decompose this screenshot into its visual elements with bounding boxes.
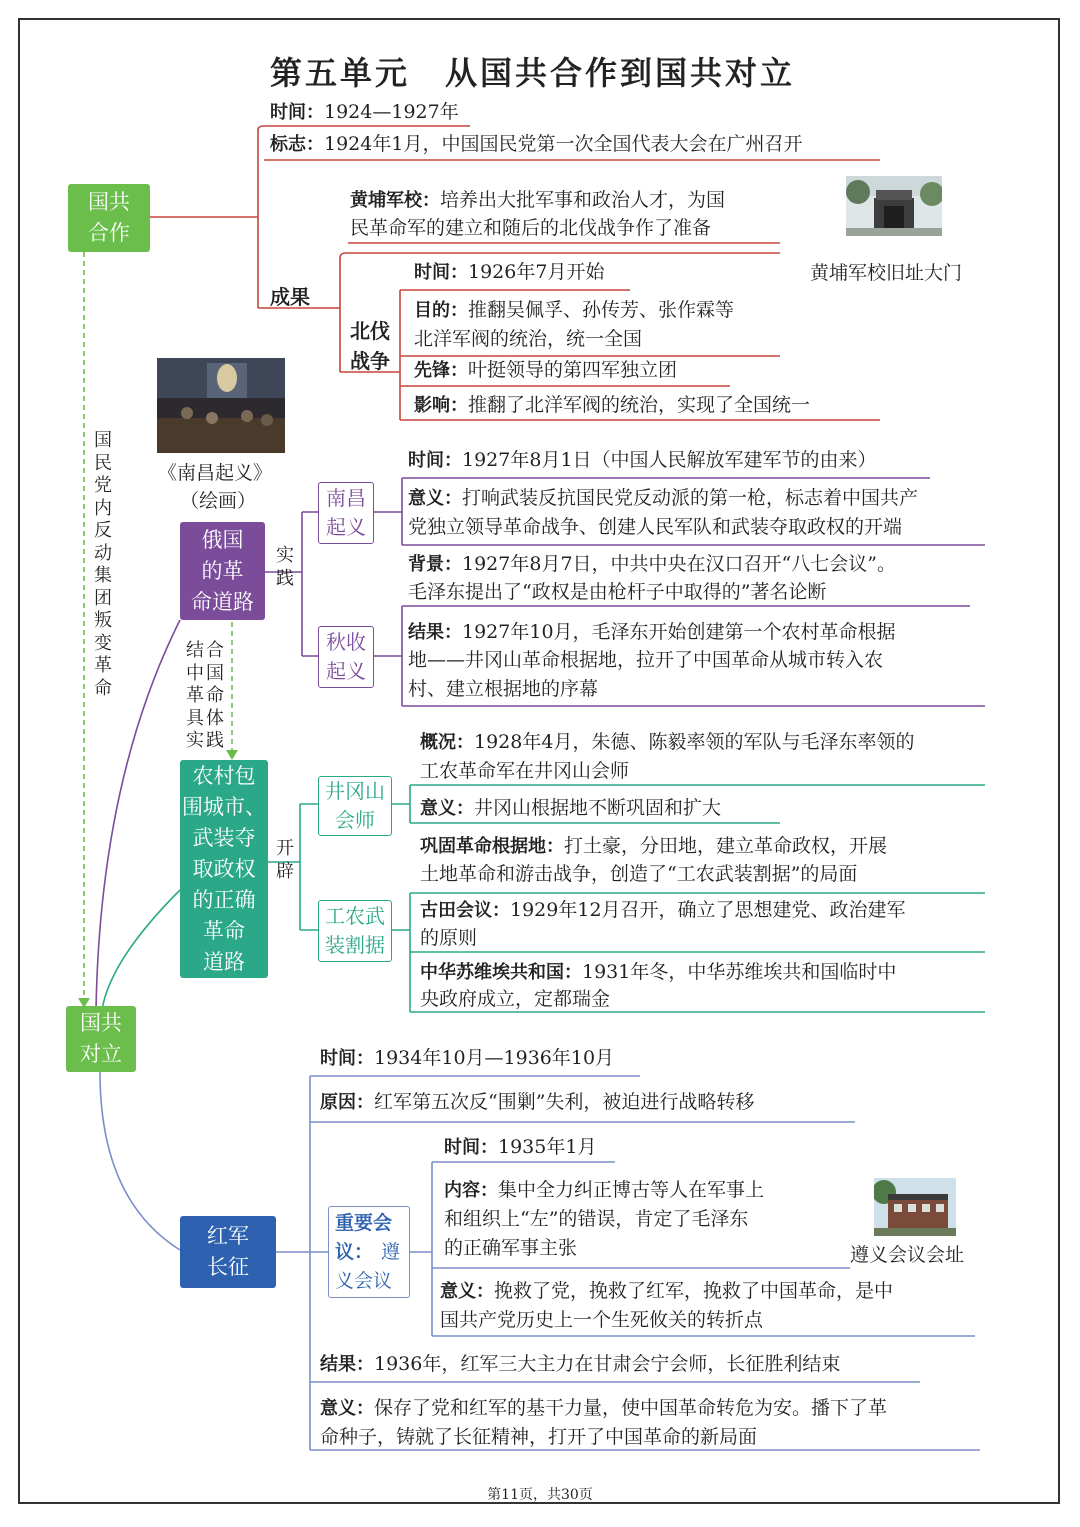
zunyi-box-line-1: 重要会 xyxy=(335,1212,393,1234)
meeting-time: 时间：1935年1月 xyxy=(444,1136,597,1158)
consolidate-line-1: 巩固革命根据地：打土豪，分田地，建立革命政权，开展 xyxy=(420,835,888,857)
zunyi-caption: 遵义会议会址 xyxy=(850,1244,965,1266)
autumn-bg-line-1: 背景：1927年8月7日，中共中央在汉口召开“八七会议”。 xyxy=(408,553,896,575)
march-sig-line-2: 命种子，铸就了长征精神，打开了中国革命的新局面 xyxy=(320,1426,758,1448)
meeting-content-line-1: 内容：集中全力纠正博古等人在军事上 xyxy=(444,1179,765,1201)
side-label-practice: 实践 xyxy=(276,545,294,589)
page-title: 第五单元 从国共合作到国共对立 xyxy=(270,54,796,92)
north-goal-line-2: 北洋军阀的统治，统一全国 xyxy=(414,328,643,350)
jgs-overview-line-1: 概况：1928年4月，朱德、陈毅率领的军队与毛泽东率领的 xyxy=(420,731,915,753)
autumn-res-line-1: 结果：1927年10月，毛泽东开始创建第一个农村革命根据 xyxy=(408,621,896,643)
side-label-combine: 结合中国革命具体实践 xyxy=(186,640,226,751)
gutian-line-1: 古田会议：1929年12月召开，确立了思想建党、政治建军 xyxy=(420,899,906,921)
nanchang-sig-line-1: 意义：打响武装反抗国民党反动派的第一枪，标志着中国共产 xyxy=(408,487,919,509)
painting-caption-2: （绘画） xyxy=(180,490,257,512)
northern-expedition-label: 北伐 战争 xyxy=(350,319,390,373)
zunyi-site-photo xyxy=(874,1178,956,1236)
march-sig-line-1: 意义：保存了党和红军的基干力量，使中国革命转危为安。播下了革 xyxy=(320,1397,888,1419)
whampoa-caption: 黄埔军校旧址大门 xyxy=(810,262,963,284)
consolidate-line-2: 土地革命和游击战争，创造了“工农武装割据”的局面 xyxy=(420,863,858,885)
autumn-res-line-2: 地——井冈山革命根据地，拉开了中国革命从城市转入农 xyxy=(408,649,884,671)
north-vanguard: 先锋：叶挺领导的第四军独立团 xyxy=(414,359,678,381)
meeting-content-line-3: 的正确军事主张 xyxy=(444,1237,578,1259)
worker-peasant-separatism-box: 工农武 装割据 xyxy=(318,900,392,962)
whampoa-line-1: 黄埔军校：培养出大批军事和政治人才，为国 xyxy=(350,189,726,211)
page-footer: 第11页，共30页 xyxy=(487,1487,593,1503)
node-rural-path: 农村包 围城市、 武装夺 取政权 的正确 革命 道路 xyxy=(180,760,268,978)
march-time: 时间：1934年10月—1936年10月 xyxy=(320,1047,615,1069)
jgs-significance: 意义：井冈山根据地不断巩固和扩大 xyxy=(420,797,722,819)
march-cause: 原因：红军第五次反“围剿”失利，被迫进行战略转移 xyxy=(320,1091,755,1113)
whampoa-line-2: 民革命军的建立和随后的北伐战争作了准备 xyxy=(350,217,712,239)
coop-result-label: 成果 xyxy=(270,285,310,309)
nanchang-sig-line-2: 党独立领导革命战争、创建人民军队和武装夺取政权的开端 xyxy=(408,516,903,538)
soviet-line-2: 央政府成立，定都瑞金 xyxy=(420,988,611,1010)
north-time: 时间：1926年7月开始 xyxy=(414,261,605,283)
meeting-content-line-2: 和组织上“左”的错误，肯定了毛泽东 xyxy=(444,1208,749,1230)
coop-time: 时间：1924—1927年 xyxy=(270,101,459,123)
jinggangshan-box: 井冈山 会师 xyxy=(318,776,392,836)
meeting-sig-line-1: 意义：挽救了党，挽救了红军，挽救了中国革命，是中 xyxy=(440,1280,894,1302)
whampoa-gate-photo xyxy=(846,176,942,236)
march-result: 结果：1936年，红军三大主力在甘肃会宁会师，长征胜利结束 xyxy=(320,1353,841,1375)
zunyi-box-line-3: 义会议 xyxy=(335,1270,393,1292)
painting-caption-1: 《南昌起义》 xyxy=(158,462,273,484)
north-goal-line-1: 目的：推翻吴佩孚、孙传芳、张作霖等 xyxy=(414,299,735,321)
nanchang-uprising-box: 南昌 起义 xyxy=(318,482,374,544)
side-label-betrayal: 国民党内反动集团叛变革命 xyxy=(94,430,112,699)
zunyi-meeting-box xyxy=(328,1206,410,1298)
autumn-bg-line-2: 毛泽东提出了“政权是由枪杆子中取得的”著名论断 xyxy=(408,581,827,603)
node-confrontation: 国共 对立 xyxy=(66,1006,136,1072)
nanchang-painting xyxy=(157,358,285,453)
node-cooperation: 国共 合作 xyxy=(68,184,150,252)
north-impact: 影响：推翻了北洋军阀的统治，实现了全国统一 xyxy=(414,394,811,416)
jgs-overview-line-2: 工农革命军在井冈山会师 xyxy=(420,760,630,782)
autumn-harvest-box: 秋收 起义 xyxy=(318,626,374,688)
node-long-march: 红军 长征 xyxy=(180,1216,276,1288)
soviet-line-1: 中华苏维埃共和国：1931年冬，中华苏维埃共和国临时中 xyxy=(420,961,897,983)
coop-sign: 标志：1924年1月，中国国民党第一次全国代表大会在广州召开 xyxy=(270,133,803,155)
gutian-line-2: 的原则 xyxy=(420,927,478,949)
meeting-sig-line-2: 国共产党历史上一个生死攸关的转折点 xyxy=(440,1309,764,1331)
zunyi-box-line-2: 议： 遵 xyxy=(335,1241,401,1263)
nanchang-time: 时间：1927年8月1日（中国人民解放军建军节的由来） xyxy=(408,449,877,471)
node-russia-path: 俄国 的革 命道路 xyxy=(180,522,265,620)
autumn-res-line-3: 村、建立根据地的序幕 xyxy=(408,678,599,700)
side-label-pioneer: 开辟 xyxy=(276,838,294,882)
